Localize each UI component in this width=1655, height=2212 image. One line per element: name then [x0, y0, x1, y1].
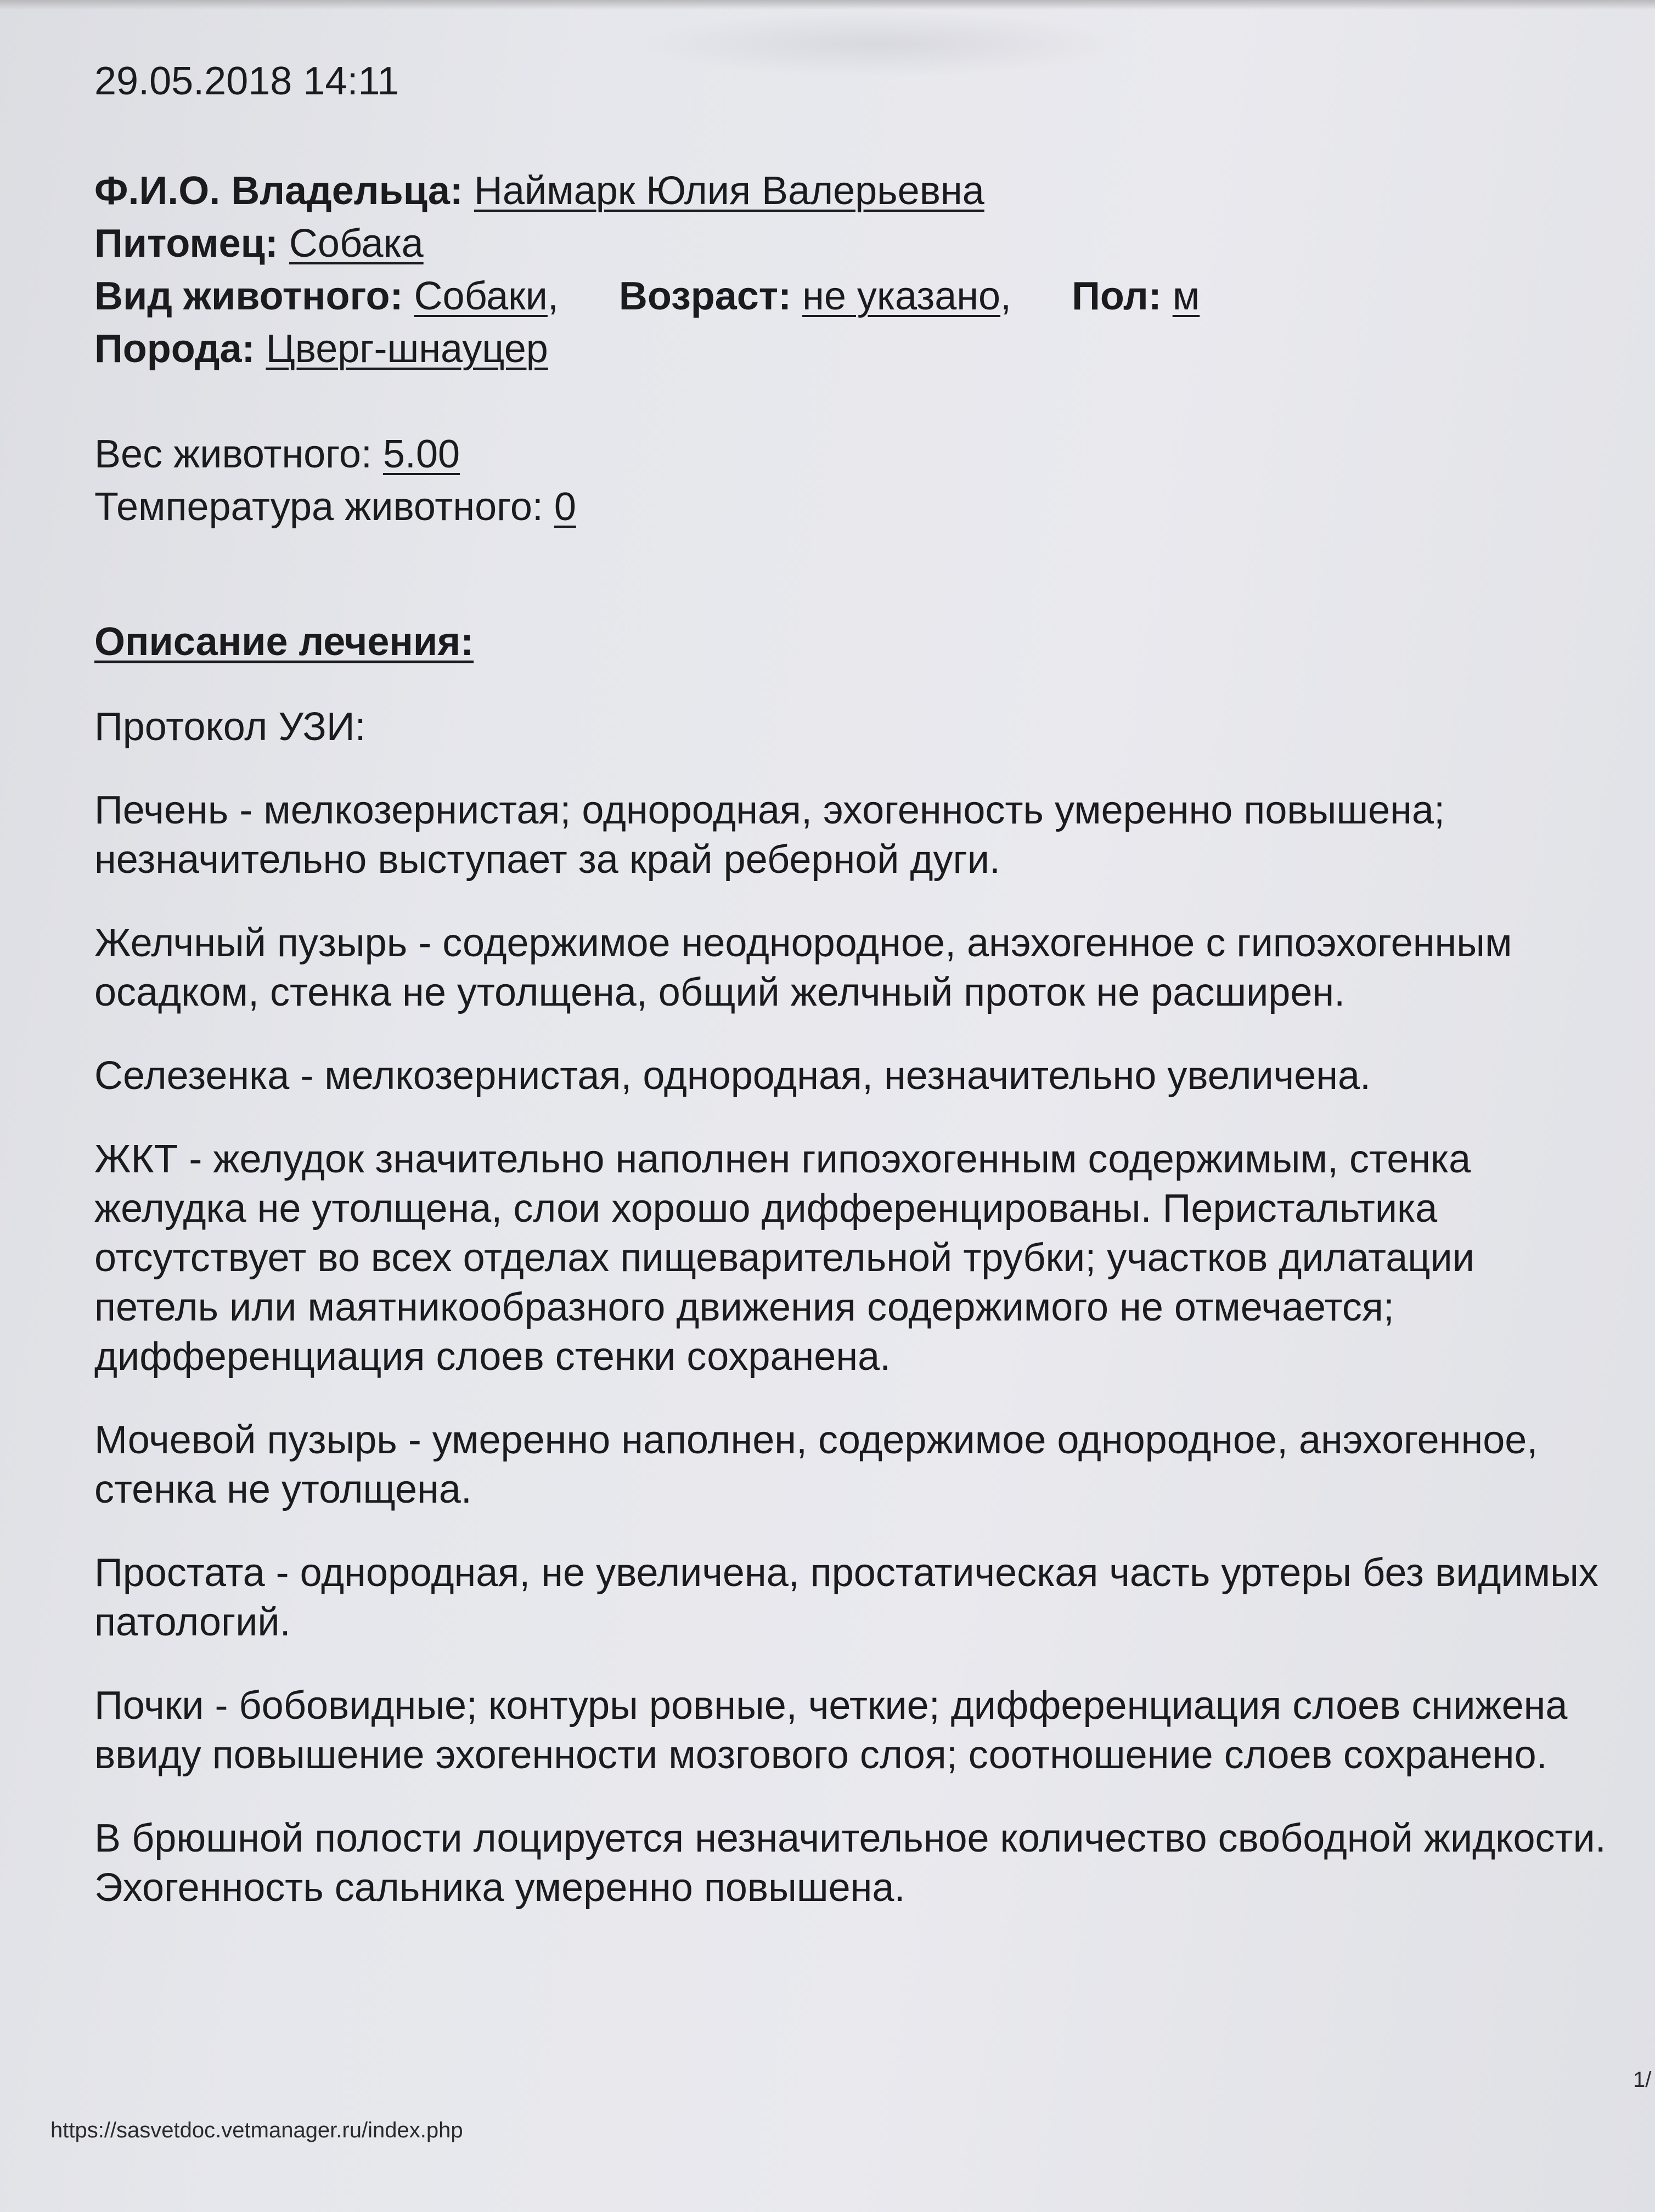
paragraph-prostate: Простата - однородная, не увеличена, простатическая часть уртеры без видимых патологий. [94, 1551, 1598, 1644]
pet-label: Питомец: [94, 222, 278, 266]
document-timestamp: 29.05.2018 14:11 [94, 59, 399, 103]
age-value: не указано [802, 274, 1001, 318]
weight-label: Вес животного: [94, 432, 372, 476]
paragraph-bladder: Мочевой пузырь - умеренно наполнен, содержимое однородное, анэхогенное, стенка не утолщена. [94, 1418, 1538, 1511]
owner-label: Ф.И.О. Владельца: [94, 169, 463, 213]
species-label: Вид животного: [94, 274, 403, 318]
temperature-row [94, 481, 1609, 533]
paragraph-gallbladder: Желчный пузырь - содержимое неоднородное, анэхогенное с гипоэхогенным осадком, стенка не утолщена, общий желчный проток не расширен. [94, 921, 1512, 1014]
pet-row [94, 217, 1609, 270]
paper-top-shadow [0, 0, 1655, 10]
sex-label: Пол: [1072, 274, 1162, 318]
patient-info [94, 165, 1609, 375]
age-separator: , [1000, 274, 1012, 318]
sex-value: м [1172, 274, 1200, 318]
sex-group [1072, 270, 1200, 323]
species-separator: , [547, 274, 559, 318]
vitals-block [94, 428, 1609, 533]
weight-row [94, 428, 1609, 481]
paragraph-kidneys: Почки - бобовидные; контуры ровные, четкие; дифференциация слоев снижена ввиду повышение эхогенности мозгового слоя; соотношение слоев сохранено. [94, 1684, 1568, 1777]
owner-value: Наймарк Юлия Валерьевна [474, 169, 984, 213]
pet-value: Собака [289, 222, 424, 266]
document-content [94, 55, 1609, 1946]
paragraph-spleen: Селезенка - мелкозернистая, однородная, незначительно увеличена. [94, 1054, 1371, 1098]
weight-value: 5.00 [382, 432, 460, 476]
paragraph-liver: Печень - мелкозернистая; однородная, эхогенность умеренно повышена; незначительно выступает за край реберной дуги. [94, 788, 1445, 882]
temperature-value: 0 [554, 485, 576, 529]
age-label: Возраст: [618, 274, 792, 318]
paragraph-gi-tract: ЖКТ - желудок значительно наполнен гипоэхогенным содержимым, стенка желудка не утолщена, слои хорошо дифференцированы. Перистальтика отсутствует во всех отделах пищеварительной трубки; участков дилатации петель или маятникообразного движения содержимого не отмечается; дифференциация слоев стенки сохранена. [94, 1137, 1474, 1379]
protocol-heading: Протокол УЗИ: [94, 705, 366, 749]
breed-row [94, 323, 1609, 375]
footer-url: https://sasvetdoc.vetmanager.ru/index.php [50, 2118, 463, 2142]
species-row [94, 270, 1609, 323]
temperature-label: Температура животного: [94, 485, 543, 529]
age-group [619, 270, 1011, 323]
species-value: Собаки [414, 274, 548, 318]
owner-row [94, 165, 1609, 217]
breed-label: Порода: [94, 327, 255, 371]
breed-value: Цверг-шнауцер [266, 327, 548, 371]
species-group [94, 270, 559, 323]
paragraph-abdomen: В брюшной полости лоцируется незначительное количество свободной жидкости. Эхогенность сальника умеренно повышена. [94, 1816, 1606, 1910]
page-number: 1/ [1633, 2068, 1652, 2092]
treatment-title: Описание лечения: [94, 620, 474, 664]
